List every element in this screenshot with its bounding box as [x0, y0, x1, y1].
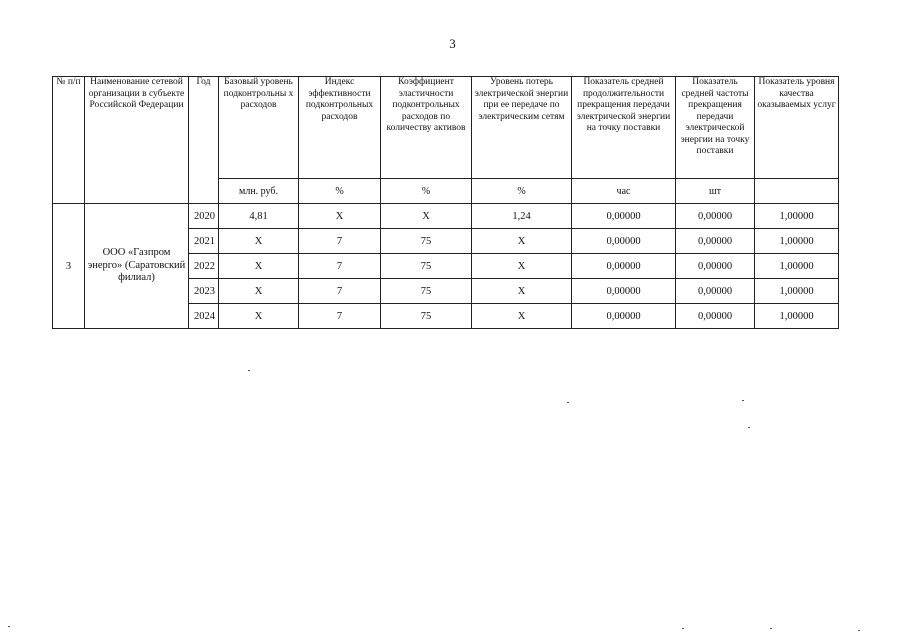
cell-year: 2024	[189, 304, 219, 329]
header-interruption-frequency: Показатель средней частоты прекращения передачи электрической энергии на точку поставки	[676, 77, 755, 179]
header-interruption-duration: Показатель средней продолжительности прекращения передачи электрической энергии на точку поставки	[572, 77, 676, 179]
entry-number: 3	[53, 204, 85, 329]
tariff-parameters-table	[52, 76, 839, 329]
cell-quality: 1,00000	[755, 229, 839, 254]
unit-frequency: шт	[676, 179, 755, 204]
cell-year: 2020	[189, 204, 219, 229]
cell-frequency: 0,00000	[676, 229, 755, 254]
unit-duration: час	[572, 179, 676, 204]
cell-year: 2021	[189, 229, 219, 254]
unit-quality	[755, 179, 839, 204]
cell-base: Х	[219, 229, 299, 254]
header-base-expenses: Базовый уровень подконтрольны х расходов	[219, 77, 299, 179]
cell-duration: 0,00000	[572, 229, 676, 254]
unit-base: млн. руб.	[219, 179, 299, 204]
cell-duration: 0,00000	[572, 279, 676, 304]
cell-base: 4,81	[219, 204, 299, 229]
header-efficiency-index: Индекс эффективности подконтрольных расходов	[299, 77, 381, 179]
header-year: Год	[189, 77, 219, 204]
cell-index: Х	[299, 204, 381, 229]
scan-speck	[742, 400, 744, 401]
cell-loss: Х	[472, 254, 572, 279]
cell-quality: 1,00000	[755, 204, 839, 229]
cell-year: 2022	[189, 254, 219, 279]
cell-base: Х	[219, 304, 299, 329]
cell-quality: 1,00000	[755, 279, 839, 304]
cell-base: Х	[219, 254, 299, 279]
cell-loss: Х	[472, 304, 572, 329]
scan-speck	[858, 630, 860, 631]
cell-loss: 1,24	[472, 204, 572, 229]
cell-coef: 75	[381, 304, 472, 329]
scan-speck	[748, 427, 750, 428]
cell-loss: Х	[472, 279, 572, 304]
scan-speck	[567, 402, 569, 403]
scan-speck	[770, 628, 772, 629]
cell-quality: 1,00000	[755, 254, 839, 279]
unit-index: %	[299, 179, 381, 204]
header-loss-level: Уровень потерь электрической энергии при ее передаче по электрическим сетям	[472, 77, 572, 179]
cell-frequency: 0,00000	[676, 304, 755, 329]
cell-index: 7	[299, 229, 381, 254]
unit-coef: %	[381, 179, 472, 204]
scan-speck	[682, 628, 684, 629]
scan-speck	[8, 626, 10, 627]
cell-frequency: 0,00000	[676, 204, 755, 229]
cell-duration: 0,00000	[572, 304, 676, 329]
cell-quality: 1,00000	[755, 304, 839, 329]
cell-index: 7	[299, 254, 381, 279]
cell-coef: Х	[381, 204, 472, 229]
header-num: № п/п	[53, 77, 85, 204]
header-organization: Наименование сетевой организации в субъекте Российской Федерации	[85, 77, 189, 204]
page-number: 3	[449, 36, 456, 51]
cell-duration: 0,00000	[572, 254, 676, 279]
cell-index: 7	[299, 279, 381, 304]
cell-frequency: 0,00000	[676, 254, 755, 279]
scan-speck	[248, 370, 250, 371]
cell-year: 2023	[189, 279, 219, 304]
cell-base: Х	[219, 279, 299, 304]
cell-coef: 75	[381, 254, 472, 279]
organization-name: ООО «Газпром энерго» (Саратовский филиал)	[85, 204, 189, 329]
cell-frequency: 0,00000	[676, 279, 755, 304]
cell-loss: Х	[472, 229, 572, 254]
cell-duration: 0,00000	[572, 204, 676, 229]
cell-coef: 75	[381, 279, 472, 304]
unit-loss: %	[472, 179, 572, 204]
header-elasticity-coefficient: Коэффициент эластичности подконтрольных расходов по количеству активов	[381, 77, 472, 179]
cell-coef: 75	[381, 229, 472, 254]
table-row	[53, 204, 839, 229]
header-service-quality: Показатель уровня качества оказываемых услуг	[755, 77, 839, 179]
cell-index: 7	[299, 304, 381, 329]
